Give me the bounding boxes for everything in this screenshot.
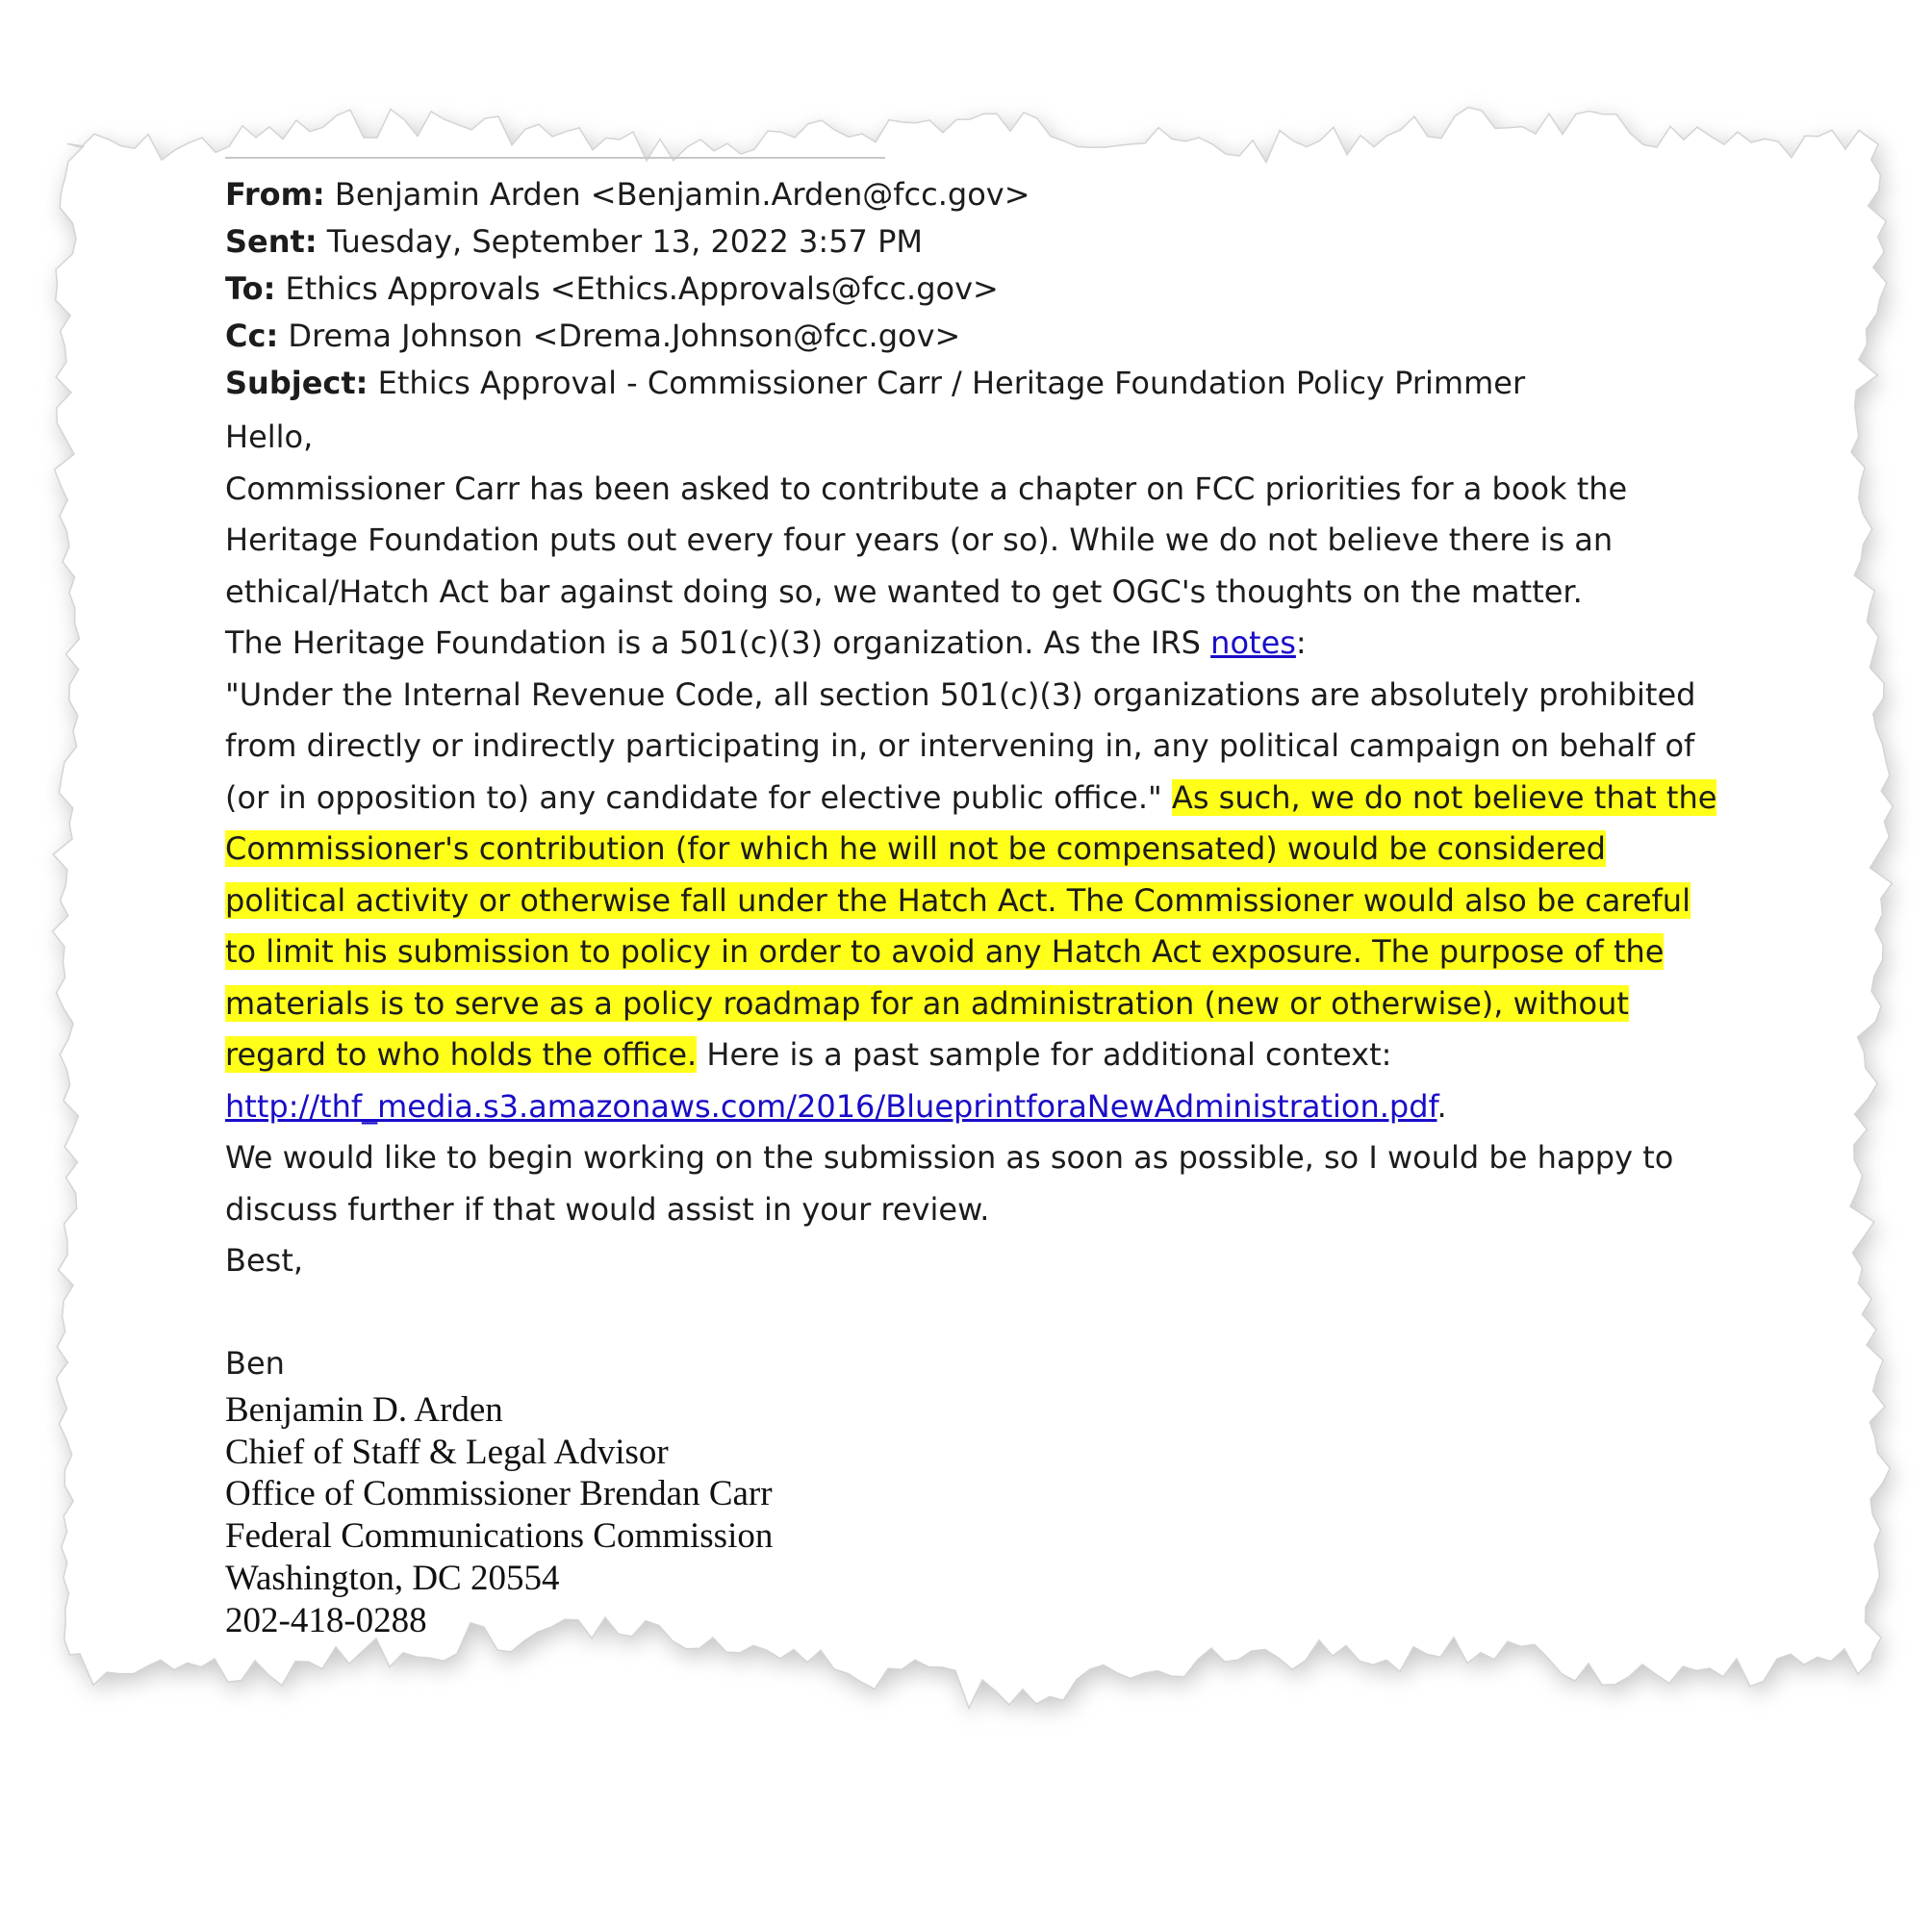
to-value: Ethics Approvals <Ethics.Approvals@fcc.gov> xyxy=(285,270,999,307)
cc-value: Drema Johnson <Drema.Johnson@fcc.gov> xyxy=(288,318,961,354)
signature-title: Chief of Staff & Legal Advisor xyxy=(225,1432,669,1472)
irs-notes-link[interactable]: notes xyxy=(1210,624,1296,661)
sender-short-name: Ben xyxy=(225,1344,285,1382)
sent-line: Sent: Tuesday, September 13, 2022 3:57 PM xyxy=(225,223,923,260)
email-document xyxy=(225,171,1726,1641)
paragraph-quote: "Under the Internal Revenue Code, all section 501(c)(3) organizations are absolutely prohibited from directly or indirectly participating in, or intervening in, any political campaign on behalf of (or in opposition to) any candidate for elective public office." As such, we do not believe that the Commissioner's contribution (for which he will not be compensated) would be considered political activity or otherwise fall under the Hatch Act. The Commissioner would also be careful to limit his submission to policy in order to avoid any Hatch Act exposure. The purpose of the materials is to serve as a policy roadmap for an administration (new or otherwise), without regard to who holds the office. Here is a past sample for additional context: http://thf_media.s3.amazonaws.com/2016/BlueprintforaNewAdministration.pdf. xyxy=(225,675,1717,1125)
to-line: To: Ethics Approvals <Ethics.Approvals@fcc.gov> xyxy=(225,270,999,307)
cc-line: Cc: Drema Johnson <Drema.Johnson@fcc.gov> xyxy=(225,318,961,354)
signature-name: Benjamin D. Arden xyxy=(225,1390,503,1430)
greeting: Hello, xyxy=(225,419,314,455)
from-line: From: Benjamin Arden <Benjamin.Arden@fcc.gov> xyxy=(225,176,1030,213)
from-value: Benjamin Arden <Benjamin.Arden@fcc.gov> xyxy=(334,176,1030,213)
email-body xyxy=(225,412,1726,1389)
blueprint-pdf-link[interactable]: http://thf_media.s3.amazonaws.com/2016/BlueprintforaNewAdministration.pdf xyxy=(225,1087,1437,1125)
sent-value: Tuesday, September 13, 2022 3:57 PM xyxy=(326,223,923,260)
spacer xyxy=(225,1287,1726,1338)
subject-line: Subject: Ethics Approval - Commissioner Carr / Heritage Foundation Policy Primmer xyxy=(225,365,1526,401)
highlighted-passage: As such, we do not believe that the Commissioner's contribution (for which he will not be compensated) would be considered political activity or otherwise fall under the Hatch Act. The Commissioner would also be careful to limit his submission to policy in order to avoid any Hatch Act exposure. The purpose of the materials is to serve as a policy roadmap for an administration (new or otherwise), without regard to who holds the office. xyxy=(225,778,1717,1073)
paragraph-request: Commissioner Carr has been asked to contribute a chapter on FCC priorities for a book the Heritage Foundation puts out every four years (or so). While we do not believe there is an ethical/Hatch Act bar against doing so, we wanted to get OGC's thoughts on the matter. xyxy=(225,470,1628,610)
irs-quote: "Under the Internal Revenue Code, all section 501(c)(3) organizations are absolutely prohibited from directly or indirectly participating in, or intervening in, any political campaign on behalf of (or in opposition to) any candidate for elective public office." xyxy=(225,675,1696,816)
subject-value: Ethics Approval - Commissioner Carr / Heritage Foundation Policy Primmer xyxy=(377,365,1526,401)
signature-phone: 202-418-0288 xyxy=(225,1600,427,1640)
signature-address: Washington, DC 20554 xyxy=(225,1558,560,1598)
paragraph-followup: We would like to begin working on the submission as soon as possible, so I would be happy to discuss further if that would assist in your review. xyxy=(225,1139,1674,1228)
closing: Best, xyxy=(225,1242,304,1279)
signature-agency: Federal Communications Commission xyxy=(225,1516,774,1557)
paragraph-irs: The Heritage Foundation is a 501(c)(3) organization. As the IRS notes: xyxy=(225,624,1307,661)
signature-block xyxy=(225,1389,1726,1641)
signature-office: Office of Commissioner Brendan Carr xyxy=(225,1474,773,1514)
